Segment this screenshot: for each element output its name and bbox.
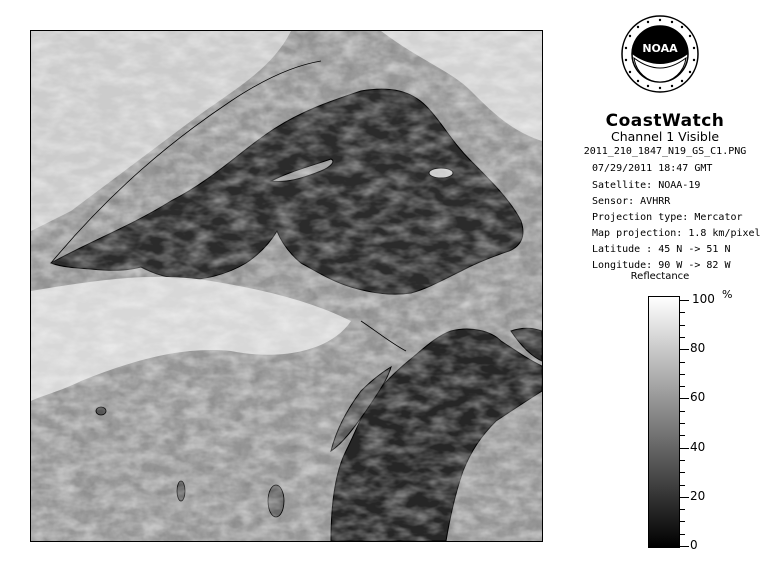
- colorbar-minor-tick: [680, 312, 685, 313]
- filename-label: 2011_210_1847_N19_GS_C1.PNG: [583, 146, 747, 157]
- colorbar-minor-tick: [680, 337, 685, 338]
- map-projection-label: Map projection: 1.8 km/pixel: [592, 228, 761, 239]
- projection-type-label: Projection type: Mercator: [592, 212, 743, 223]
- colorbar-title: Reflectance: [630, 271, 690, 282]
- sensor-label: Sensor: AVHRR: [592, 196, 671, 207]
- colorbar-minor-tick: [680, 386, 685, 387]
- noaa-logo-icon: [620, 14, 700, 94]
- colorbar-minor-tick: [680, 534, 685, 535]
- colorbar-minor-tick: [680, 423, 685, 424]
- colorbar-minor-tick: [680, 521, 685, 522]
- colorbar-major-tick: [680, 398, 689, 399]
- colorbar-minor-tick: [680, 435, 685, 436]
- colorbar-major-tick: [680, 448, 689, 449]
- colorbar-tick-label: 100: [692, 292, 715, 306]
- satellite-label: Satellite: NOAA-19: [592, 180, 701, 191]
- colorbar-unit: %: [722, 288, 733, 301]
- noaa-logo-text: NOAA: [642, 42, 678, 55]
- colorbar-major-tick: [680, 497, 689, 498]
- colorbar-major-tick: [680, 349, 689, 350]
- colorbar-minor-tick: [680, 362, 685, 363]
- colorbar-tick-label: 20: [690, 488, 706, 503]
- colorbar: [648, 296, 680, 548]
- colorbar-tick-label: 80: [690, 341, 706, 356]
- datetime-label: 07/29/2011 18:47 GMT: [592, 163, 713, 174]
- colorbar-major-tick: [680, 546, 689, 547]
- latitude-label: Latitude : 45 N -> 51 N: [592, 244, 731, 255]
- colorbar-minor-tick: [680, 460, 685, 461]
- satellite-image-svg: [31, 31, 542, 541]
- colorbar-minor-tick: [680, 411, 685, 412]
- noaa-logo: [620, 14, 700, 98]
- channel-label: Channel 1 Visible: [610, 129, 720, 144]
- colorbar-minor-tick: [680, 472, 685, 473]
- colorbar-tick-label: 40: [690, 439, 706, 454]
- brand-title: CoastWatch: [605, 111, 725, 131]
- colorbar-minor-tick: [680, 325, 685, 326]
- longitude-label: Longitude: 90 W -> 82 W: [592, 260, 731, 271]
- colorbar-tick-label: 60: [690, 390, 706, 405]
- colorbar-major-tick: [680, 300, 689, 301]
- colorbar-minor-tick: [680, 374, 685, 375]
- colorbar-minor-tick: [680, 485, 685, 486]
- cloud-cover: [31, 31, 542, 541]
- colorbar-minor-tick: [680, 509, 685, 510]
- satellite-image: [30, 30, 543, 542]
- colorbar-tick-label: 0: [690, 538, 698, 552]
